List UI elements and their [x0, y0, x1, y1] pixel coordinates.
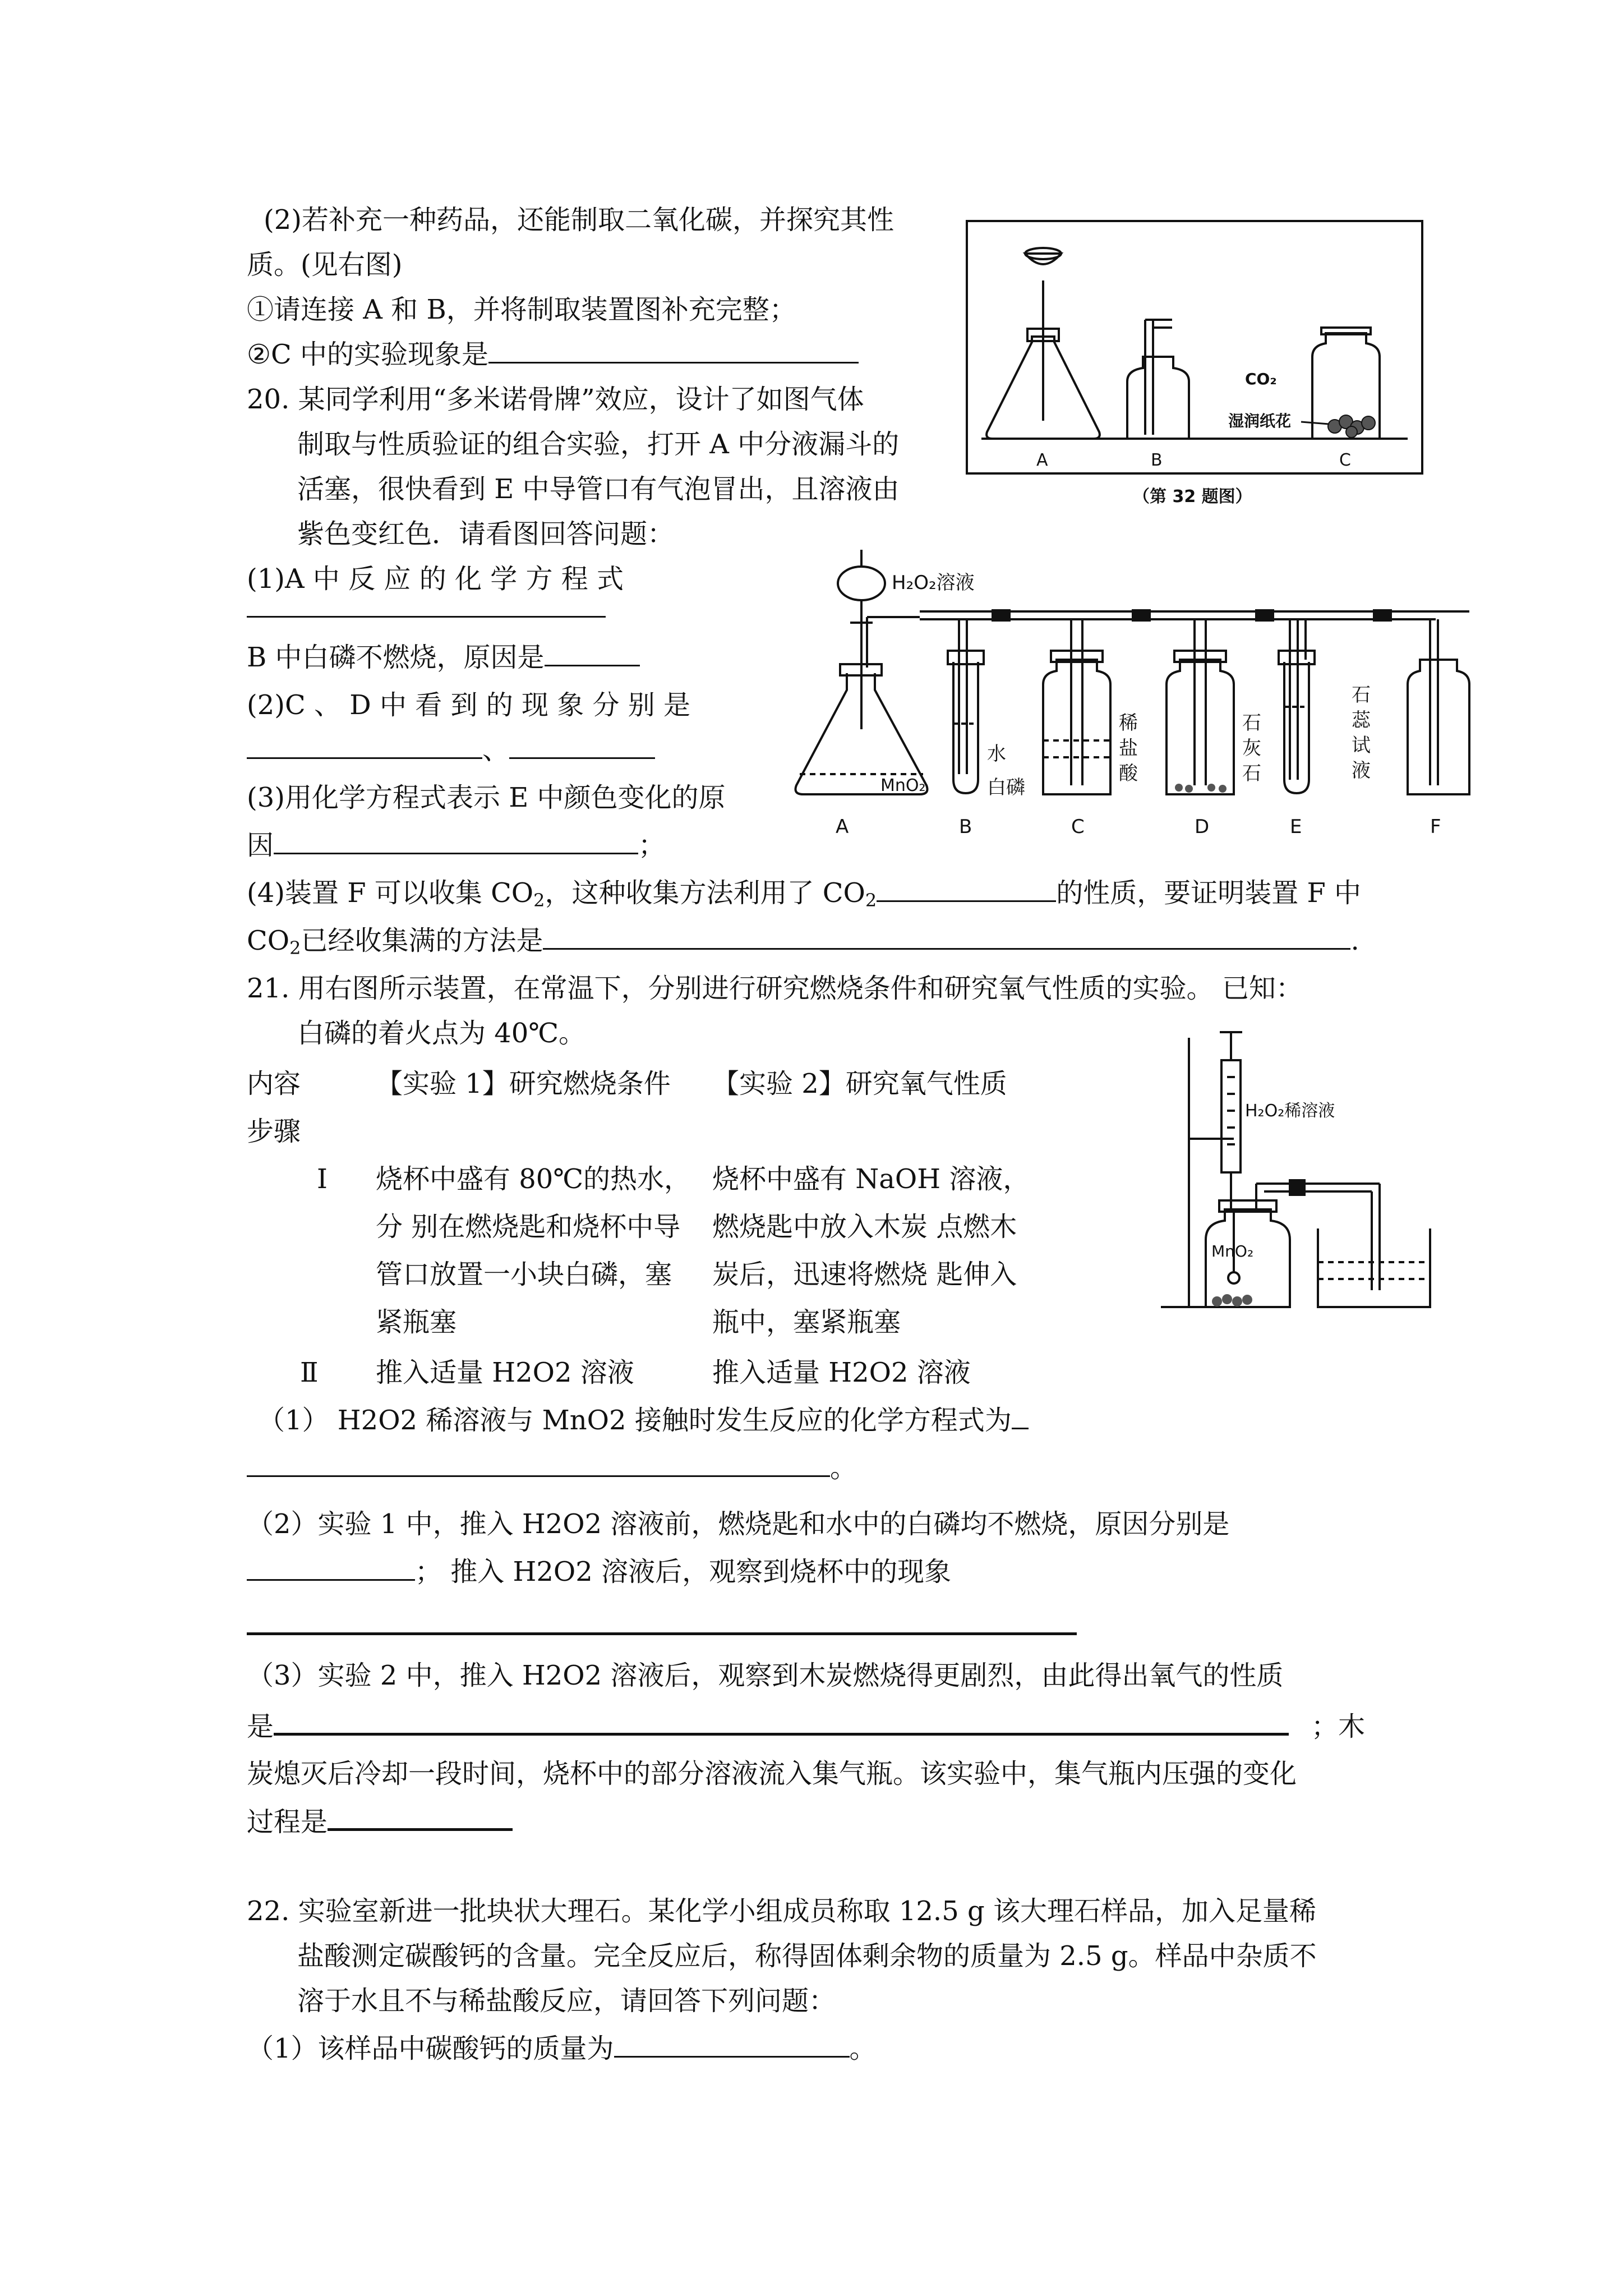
q19-step2-text: ②C 中的实验现象是 — [247, 339, 489, 370]
q21-exp2-line3: 炭后，迅速将燃烧 匙伸入 — [712, 1259, 1017, 1290]
q21-step-ii: Ⅱ — [300, 1357, 319, 1388]
q19-apparatus-figure — [965, 219, 1424, 510]
q21-header-exp1: 【实验 1】研究燃烧条件 — [376, 1068, 671, 1099]
q20-line2: 制取与性质验证的组合实验，打开 A 中分液漏斗的 — [297, 429, 900, 460]
h2o2-label: H₂O₂溶液 — [892, 572, 975, 594]
answer-blank[interactable] — [545, 640, 640, 666]
water-label: 水 — [987, 743, 1006, 765]
answer-blank[interactable] — [614, 2031, 850, 2058]
q21-exp2-line1: 烧杯中盛有 NaOH 溶液， — [712, 1163, 1030, 1195]
q21-step-i: Ⅰ — [317, 1163, 328, 1195]
q21-p3a: （3）实验 2 中，推入 H2O2 溶液后，观察到木炭燃烧得更剧烈，由此得出氧气的性质 — [247, 1660, 1284, 1691]
label-e: E — [1290, 816, 1302, 838]
answer-blank[interactable] — [247, 616, 606, 618]
q21-line2: 白磷的着火点为 40℃。 — [297, 1018, 586, 1049]
mno2-pile — [1212, 1294, 1252, 1306]
litmus-label-1: 石 — [1352, 684, 1371, 706]
q20-q4a-mid: ，这种收集方法利用了 CO — [545, 877, 865, 909]
q20-q2-sep: 、 — [482, 734, 510, 766]
q22-line3: 溶于水且不与稀盐酸反应，请回答下列问题： — [297, 1985, 836, 2017]
q21-exp1-line3: 管口放置一小块白磷，塞 — [376, 1259, 672, 1290]
q22-p1-end: 。 — [849, 2033, 877, 2064]
q20-q4b-pre: CO — [247, 925, 290, 956]
q20-q3a: (3)用化学方程式表示 E 中颜色变化的原 — [247, 782, 726, 813]
answer-blank[interactable] — [247, 1632, 1077, 1635]
q20-q2: (2)C 、 D 中 看 到 的 现 象 分 别 是 — [247, 689, 691, 721]
answer-blank[interactable] — [274, 828, 638, 854]
q21-p2b-text: ； 推入 H2O2 溶液后，观察到烧杯中的现象 — [415, 1556, 952, 1588]
bottle-b — [1127, 320, 1189, 439]
q21-p2a: （2）实验 1 中，推入 H2O2 溶液前，燃烧匙和水中的白磷均不燃烧，原因分别是 — [247, 1508, 1230, 1540]
answer-blank[interactable] — [328, 1803, 513, 1831]
q21-apparatus-figure — [1150, 1027, 1497, 1341]
flask-a — [986, 248, 1100, 439]
bottle-c — [1043, 619, 1110, 794]
q20-q4a-post: 的性质，要证明装置 F 中 — [1056, 877, 1362, 909]
q21-exp1-line1: 烧杯中盛有 80℃的热水， — [376, 1163, 691, 1195]
acid-label: 酸 — [1119, 762, 1138, 785]
q20-q3b-text: 因 — [247, 830, 274, 861]
paper-flowers — [1328, 415, 1375, 438]
q20-sub: 2 — [289, 937, 301, 959]
q20-q4a — [247, 875, 1361, 911]
q21-header-exp2: 【实验 2】研究氧气性质 — [712, 1068, 1007, 1099]
q21-header-steps: 步骤 — [247, 1116, 301, 1147]
q21-exp1-line2: 分 别在燃烧匙和烧杯中导 — [376, 1211, 681, 1243]
tube-clamp — [1290, 1180, 1304, 1195]
q20-line1: 20. 某同学利用“多米诺骨牌”效应，设计了如图气体 — [247, 384, 864, 415]
litmus-label-3: 试 — [1352, 734, 1371, 757]
label-b: B — [1151, 450, 1163, 470]
answer-blank[interactable] — [247, 1451, 830, 1477]
label-d: D — [1195, 816, 1210, 838]
label-c: C — [1339, 450, 1351, 470]
q19-step1: ①请连接 A 和 B，并将制取装置图补充完整； — [247, 294, 796, 325]
litmus-label-4: 液 — [1352, 760, 1371, 782]
h2o2-dilute-label: H₂O₂稀溶液 — [1245, 1101, 1335, 1121]
q21-exp1-step-ii: 推入适量 H2O2 溶液 — [376, 1357, 634, 1388]
q20-q4a-pre: (4)装置 F 可以收集 CO — [247, 877, 534, 909]
q21-p1 — [258, 1402, 1029, 1438]
q20-q1a: (1)A 中 反 应 的 化 学 方 程 式 — [247, 563, 624, 595]
q21-p3d-text: 过程是 — [247, 1806, 328, 1838]
tube-e — [1279, 619, 1315, 793]
q21-header-content: 内容 — [247, 1068, 301, 1099]
q20-apparatus-figure — [780, 539, 1509, 853]
q20-sub: 2 — [533, 890, 545, 911]
answer-blank[interactable] — [488, 337, 859, 364]
q21-exp1-line4: 紧瓶塞 — [376, 1306, 457, 1338]
q21-exp2-line2: 燃烧匙中放入木炭 点燃木 — [712, 1211, 1017, 1243]
limestone-pieces — [1175, 784, 1227, 793]
q20-q1b — [247, 639, 640, 675]
litmus-label-2: 蕊 — [1352, 709, 1371, 731]
label-a: A — [1036, 450, 1048, 470]
q20-line3: 活塞，很快看到 E 中导管口有气泡冒出，且溶液由 — [297, 473, 900, 505]
q21-p3b-end: ；木 — [1311, 1711, 1366, 1742]
answer-blank[interactable] — [274, 1708, 1289, 1736]
q20-q4b-end: . — [1350, 925, 1359, 956]
answer-blank[interactable] — [509, 733, 655, 759]
q20-q2-blanks — [247, 732, 655, 768]
answer-blank[interactable] — [247, 1554, 415, 1581]
q20-sub: 2 — [865, 890, 877, 911]
q20-q3b — [247, 827, 665, 863]
tube-b — [948, 619, 984, 793]
mno2-label: MnO₂ — [1211, 1242, 1254, 1260]
q21-p3d — [247, 1803, 513, 1840]
q21-line1: 21. 用右图所示装置，在常温下，分别进行研究燃烧条件和研究氧气性质的实验。 已知： — [247, 973, 1303, 1004]
q22-p1 — [247, 2031, 877, 2067]
q21-exp2-line4: 瓶中，塞紧瓶塞 — [712, 1306, 901, 1338]
label-b: B — [959, 816, 972, 838]
figure-caption: （第 32 题图） — [1133, 487, 1252, 507]
label-c: C — [1071, 816, 1085, 838]
wet-paper-label: 湿润纸花 — [1228, 412, 1292, 430]
syringe — [1220, 1032, 1242, 1212]
q20-q3b-end: ； — [638, 830, 666, 861]
dilute-label: 稀 — [1119, 712, 1138, 734]
q19-step2 — [247, 337, 859, 372]
stand — [1161, 1038, 1279, 1307]
beaker — [1318, 1228, 1430, 1307]
answer-blank[interactable] — [877, 876, 1056, 902]
q20-q1b-text: B 中白磷不燃烧，原因是 — [247, 642, 545, 673]
q22-line1: 22. 实验室新进一批块状大理石。某化学小组成员称取 12.5 g 该大理石样品，加入足量稀 — [247, 1895, 1316, 1927]
lime-label-1: 石 — [1242, 712, 1261, 734]
bottle-d — [1166, 619, 1234, 794]
q21-p1-text: （1） H2O2 稀溶液与 MnO2 接触时发生反应的化学方程式为 — [258, 1405, 1012, 1436]
q19-part2-line1: (2)若补充一种药品，还能制取二氧化碳，并探究其性 — [264, 204, 894, 236]
q22-p1-text: （1）该样品中碳酸钙的质量为 — [247, 2033, 614, 2064]
q22-line2: 盐酸测定碳酸钙的含量。完全反应后，称得固体剩余物的质量为 2.5 g。样品中杂质不 — [297, 1940, 1317, 1972]
q21-p3c: 炭熄灭后冷却一段时间，烧杯中的部分溶液流入集气瓶。该实验中，集气瓶内压强的变化 — [247, 1758, 1297, 1789]
q21-p3b — [247, 1708, 1365, 1745]
label-a: A — [836, 816, 849, 838]
q21-p1-cont — [247, 1450, 857, 1486]
q21-exp2-step-ii: 推入适量 H2O2 溶液 — [712, 1357, 971, 1388]
bottle-f — [1408, 611, 1469, 794]
co2-label: CO₂ — [1245, 370, 1277, 388]
lime-label-3: 石 — [1242, 762, 1261, 785]
q20-line4: 紫色变红色．请看图回答问题： — [297, 518, 675, 550]
answer-blank[interactable] — [543, 923, 1350, 950]
answer-blank[interactable] — [247, 733, 482, 759]
white-phosphorus-label: 白磷 — [987, 776, 1025, 799]
lime-label-2: 灰 — [1242, 737, 1261, 760]
q21-p1-end: 。 — [830, 1452, 857, 1484]
q21-p2b — [247, 1554, 951, 1590]
q20-q4b-mid: 已经收集满的方法是 — [301, 925, 543, 956]
q20-q4b — [247, 923, 1359, 959]
label-f: F — [1430, 816, 1441, 838]
answer-blank[interactable] — [1012, 1403, 1029, 1429]
mno2-label: MnO₂ — [880, 776, 926, 795]
q19-part2-line2: 质。(见右图) — [247, 249, 403, 280]
q21-p3b-pre: 是 — [247, 1711, 274, 1742]
hydrochloric-label: 盐 — [1119, 737, 1138, 760]
